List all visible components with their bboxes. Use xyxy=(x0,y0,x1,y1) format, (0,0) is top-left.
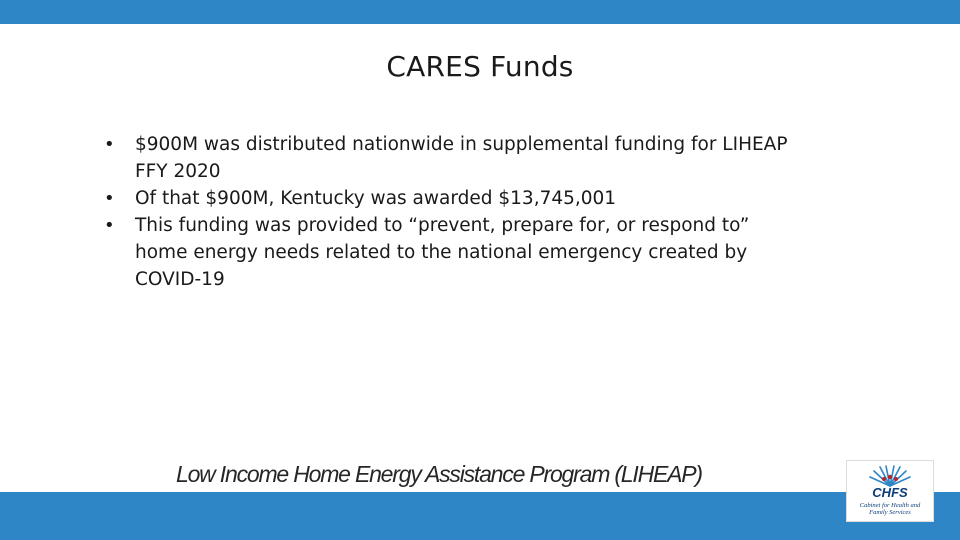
bullet-item: • This funding was provided to “prevent, prepare for, or respond to” home energy needs related to the national emergency created by COVID-19 xyxy=(104,212,804,293)
slide-title: CARES Funds xyxy=(386,50,574,83)
chfs-logo xyxy=(846,460,934,522)
program-footer-text: Low Income Home Energy Assistance Program (LIHEAP) xyxy=(176,461,702,487)
logo-name: CHFS xyxy=(872,485,908,500)
bullet-item: • $900M was distributed nationwide in supplemental funding for LIHEAP FFY 2020 xyxy=(104,131,804,185)
sunburst-icon xyxy=(866,465,914,487)
top-accent-bar xyxy=(0,0,960,24)
bullet-item: • Of that $900M, Kentucky was awarded $13,745,001 xyxy=(104,185,804,212)
bullet-list xyxy=(104,131,804,293)
logo-subtitle: Cabinet for Health and Family Services xyxy=(859,502,921,516)
bottom-accent-bar xyxy=(0,492,960,540)
